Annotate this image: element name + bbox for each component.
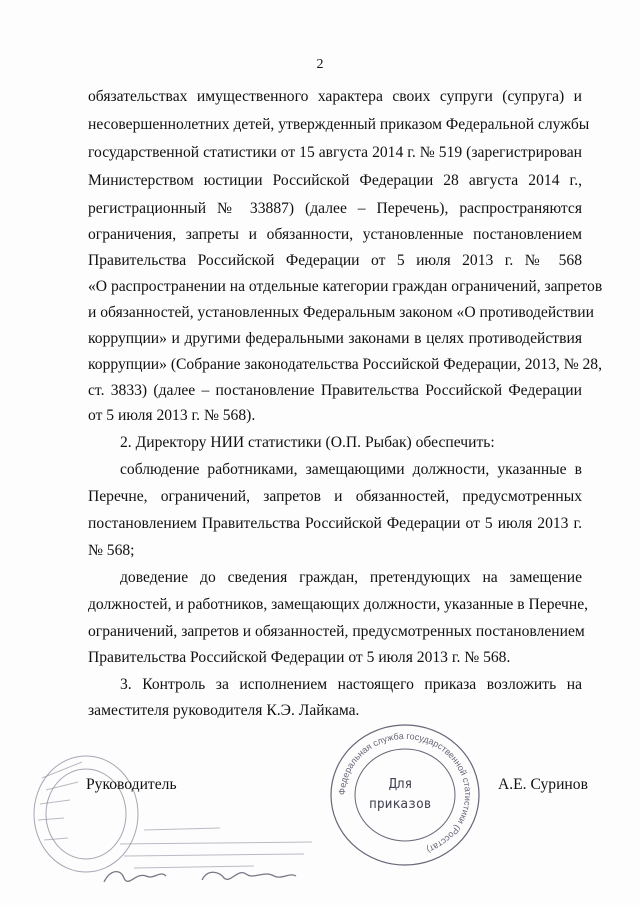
body-line: от 5 июля 2013 г. № 568). <box>88 407 256 424</box>
body-line: соблюдение работниками, замещающими должности, указанные в <box>120 461 582 478</box>
body-line: заместителя руководителя К.Э. Лайкама. <box>88 702 360 719</box>
body-line: 3. Контроль за исполнением настоящего приказа возложить на <box>120 676 582 693</box>
body-line: коррупции» (Собрание законодательства Российской Федерации, 2013, № 28, <box>88 356 602 373</box>
official-round-stamp <box>325 720 485 870</box>
stamp-center-text-2: приказов <box>369 797 432 812</box>
signatory-name: А.Е. Суринов <box>498 776 588 793</box>
body-line: регистрационный № 33887) (далее – Перечень), распространяются <box>88 200 582 217</box>
body-line: ограничения, запреты и обязанности, установленные постановлением <box>88 226 582 243</box>
body-line: обязательствах имущественного характера своих супруги (супруга) и <box>88 88 582 105</box>
approval-stamp <box>24 742 334 892</box>
body-line: постановлением Правительства Российской Федерации от 5 июля 2013 г. <box>88 515 582 532</box>
body-line: ст. 3833) (далее – постановление Правительства Российской Федерации <box>88 382 582 399</box>
body-line: доведение до сведения граждан, претендующих на замещение <box>120 569 582 586</box>
svg-text:Федеральная служба государстве <box>337 731 473 855</box>
stamp-center-text-1: Для <box>389 777 413 792</box>
page-number: 2 <box>316 57 324 72</box>
body-line: несовершеннолетних детей, утвержденный приказом Федеральной службы <box>88 116 590 133</box>
body-line: и обязанностей, установленных Федеральным законом «О противодействии <box>88 304 594 321</box>
body-line: должностей, и работников, замещающих должности, указанные в Перечне, <box>88 596 589 613</box>
body-line: № 568; <box>88 542 135 559</box>
body-line: Перечне, ограничений, запретов и обязанностей, предусмотренных <box>88 488 582 505</box>
body-line: Министерством юстиции Российской Федерации 28 августа 2014 г., <box>88 172 582 189</box>
body-line: «О распространении на отдельные категории граждан ограничений, запретов <box>88 278 603 295</box>
body-line: государственной статистики от 15 августа 2014 г. № 519 (зарегистрирован <box>88 144 582 161</box>
signatory-title: Руководитель <box>86 776 177 793</box>
stamp-ring-text: Федеральная служба государственной статистики (Росстат) <box>336 730 474 855</box>
body-line: Правительства Российской Федерации от 5 июля 2013 г. № 568. <box>88 649 511 666</box>
body-line: ограничений, запретов и обязанностей, предусмотренных постановлением <box>88 623 585 640</box>
body-line: 2. Директору НИИ статистики (О.П. Рыбак) обеспечить: <box>120 434 495 451</box>
body-line: коррупции» и другими федеральными законами в целях противодействия <box>88 330 582 347</box>
body-line: Правительства Российской Федерации от 5 июля 2013 г. № 568 <box>88 252 582 269</box>
